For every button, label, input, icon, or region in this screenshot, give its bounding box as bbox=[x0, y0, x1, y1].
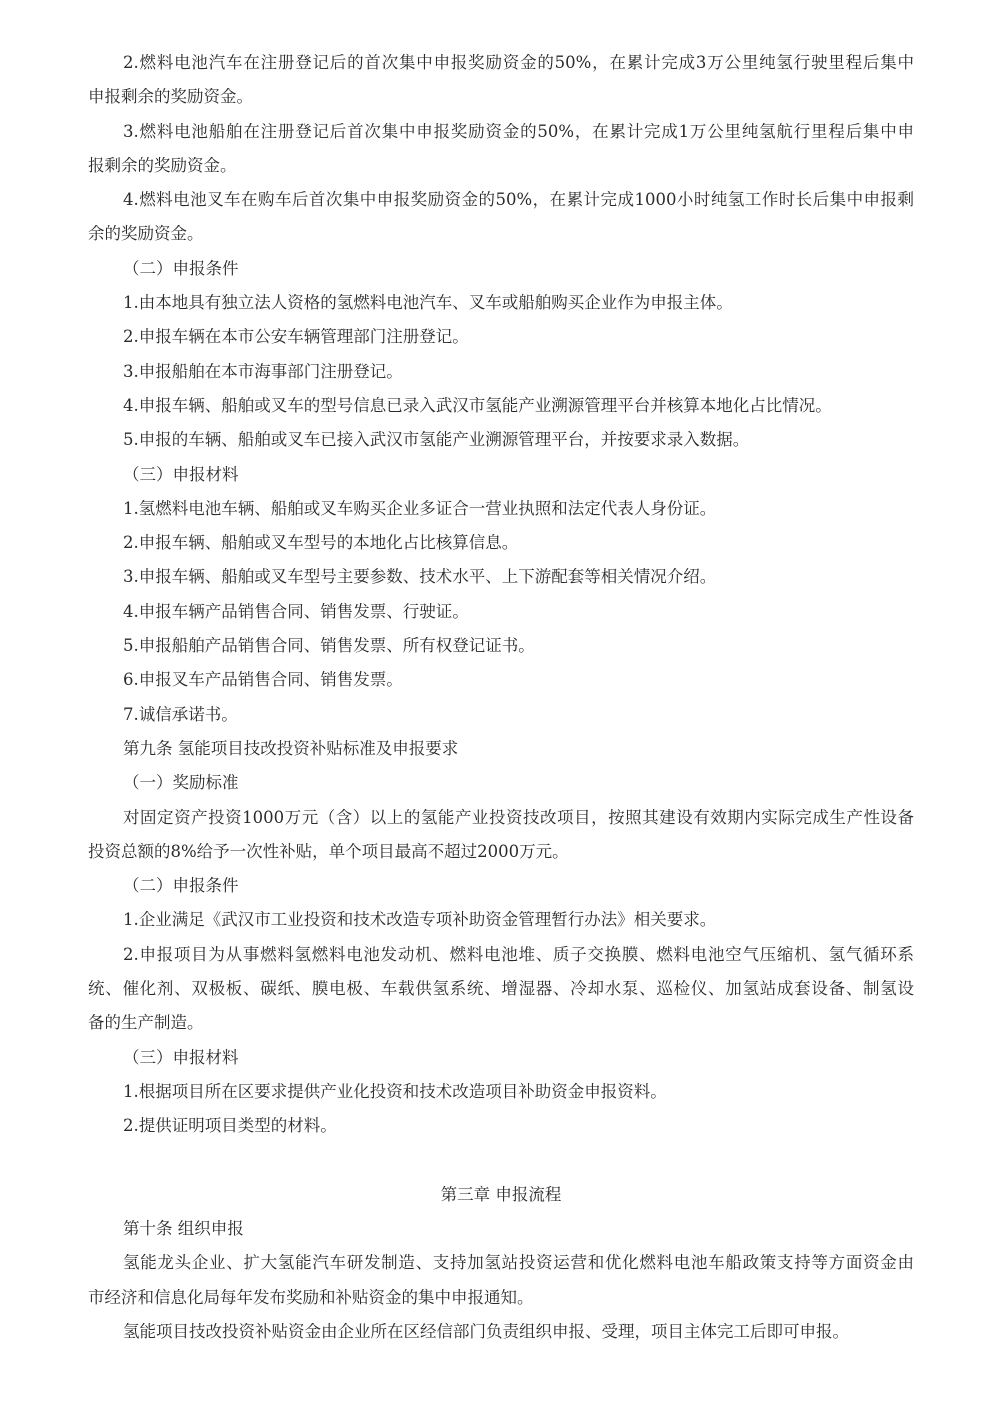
paragraph-line: 5.申报船舶产品销售合同、销售发票、所有权登记证书。 bbox=[123, 636, 535, 656]
paragraph-line: 2.申报项目为从事燃料氢燃料电池发动机、燃料电池堆、质子交换膜、燃料电池空气压缩机、氢气循环系 bbox=[123, 944, 914, 964]
paragraph-line: 氢能龙头企业、扩大氢能汽车研发制造、支持加氢站投资运营和优化燃料电池车船政策支持等方面资金由 bbox=[123, 1253, 914, 1273]
paragraph-line: 投资总额的8%给予一次性补贴，单个项目最高不超过2000万元。 bbox=[88, 841, 569, 861]
document-page bbox=[88, 46, 914, 1349]
paragraph-line: 1.根据项目所在区要求提供产业化投资和技术改造项目补助资金申报资料。 bbox=[123, 1081, 667, 1101]
paragraph-line: 报剩余的奖励资金。 bbox=[88, 155, 237, 175]
paragraph-line: 2.提供证明项目类型的材料。 bbox=[123, 1116, 337, 1136]
paragraph-line: 4.申报车辆产品销售合同、销售发票、行驶证。 bbox=[123, 601, 469, 621]
paragraph-line: 备的生产制造。 bbox=[88, 1013, 204, 1033]
paragraph-line: 1.氢燃料电池车辆、船舶或叉车购买企业多证合一营业执照和法定代表人身份证。 bbox=[123, 498, 717, 518]
paragraph-line: 6.申报叉车产品销售合同、销售发票。 bbox=[123, 670, 403, 690]
paragraph-line: 余的奖励资金。 bbox=[88, 224, 204, 244]
paragraph-line: 市经济和信息化局每年发布奖励和补贴资金的集中申报通知。 bbox=[88, 1287, 534, 1307]
paragraph-line: 2.申报车辆在本市公安车辆管理部门注册登记。 bbox=[123, 327, 469, 347]
section-heading: （二）申报条件 bbox=[123, 876, 239, 896]
paragraph-line: 1.企业满足《武汉市工业投资和技术改造专项补助资金管理暂行办法》相关要求。 bbox=[123, 910, 717, 930]
paragraph-line: 1.由本地具有独立法人资格的氢燃料电池汽车、叉车或船舶购买企业作为申报主体。 bbox=[123, 293, 733, 313]
section-heading: （三）申报材料 bbox=[123, 1047, 239, 1067]
paragraph-line: 申报剩余的奖励资金。 bbox=[88, 87, 253, 107]
paragraph-line: 4.申报车辆、船舶或叉车的型号信息已录入武汉市氢能产业溯源管理平台并核算本地化占比情况。 bbox=[123, 395, 832, 415]
paragraph-line: 3.申报船舶在本市海事部门注册登记。 bbox=[123, 361, 403, 381]
paragraph-line: 统、催化剂、双极板、碳纸、膜电极、车载供氢系统、增湿器、冷却水泵、巡检仪、加氢站成套设备、制氢设 bbox=[88, 979, 914, 999]
section-heading: （二）申报条件 bbox=[123, 258, 239, 278]
paragraph-line: 5.申报的车辆、船舶或叉车已接入武汉市氢能产业溯源管理平台，并按要求录入数据。 bbox=[123, 430, 750, 450]
blank-line bbox=[88, 1144, 914, 1178]
paragraph-line: 2.申报车辆、船舶或叉车型号的本地化占比核算信息。 bbox=[123, 533, 519, 553]
paragraph-line: 4.燃料电池叉车在购车后首次集中申报奖励资金的50%，在累计完成1000小时纯氢工作时长后集中申报剩 bbox=[123, 190, 914, 210]
chapter-title: 第三章 申报流程 bbox=[440, 1184, 562, 1204]
article-heading: 第十条 组织申报 bbox=[123, 1219, 244, 1239]
section-heading: （三）申报材料 bbox=[123, 464, 239, 484]
section-heading: （一）奖励标准 bbox=[123, 773, 239, 793]
paragraph-line: 对固定资产投资1000万元（含）以上的氢能产业投资技改项目，按照其建设有效期内实际完成生产性设备 bbox=[123, 807, 914, 827]
paragraph-line: 2.燃料电池汽车在注册登记后的首次集中申报奖励资金的50%，在累计完成3万公里纯氢行驶里程后集中 bbox=[123, 53, 914, 72]
paragraph-line: 3.申报车辆、船舶或叉车型号主要参数、技术水平、上下游配套等相关情况介绍。 bbox=[123, 567, 717, 587]
paragraph-line: 氢能项目技改投资补贴资金由企业所在区经信部门负责组织申报、受理，项目主体完工后即可申报。 bbox=[123, 1321, 849, 1341]
paragraph-line: 3.燃料电池船舶在注册登记后首次集中申报奖励资金的50%，在累计完成1万公里纯氢航行里程后集中申 bbox=[123, 121, 914, 141]
paragraph-line: 7.诚信承诺书。 bbox=[123, 704, 238, 724]
article-heading: 第九条 氢能项目技改投资补贴标准及申报要求 bbox=[123, 738, 459, 758]
